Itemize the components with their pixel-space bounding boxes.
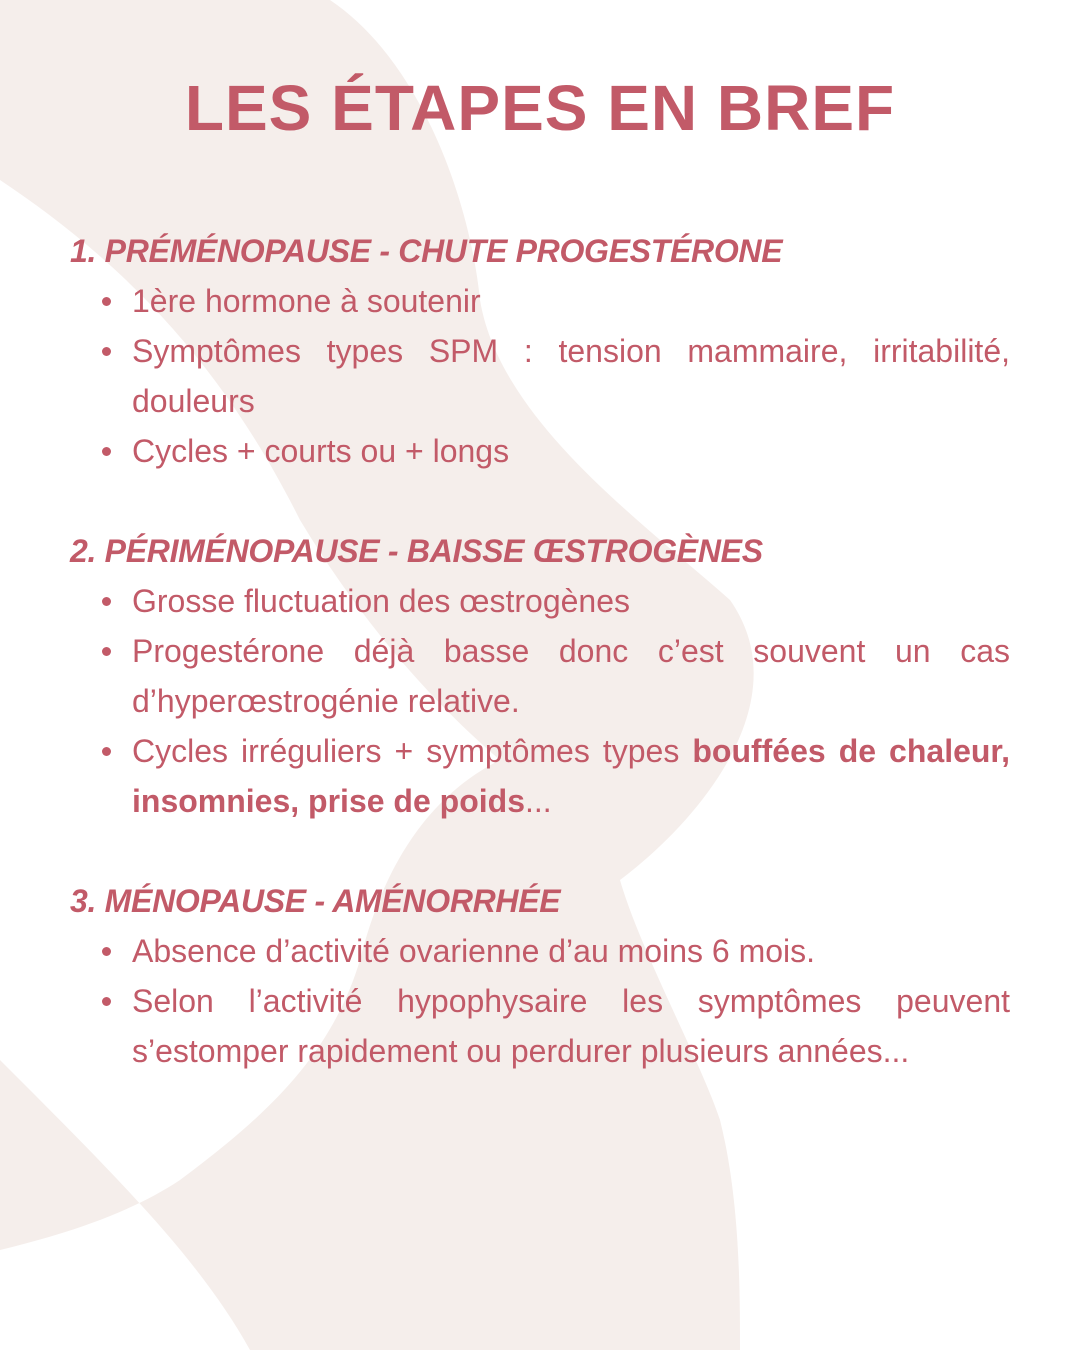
list-item-text: Grosse fluctuation des œstrogènes bbox=[132, 583, 631, 619]
list-item-bold-symptoms: bouffées de chaleur, insomnies, prise de poids bbox=[132, 733, 1011, 819]
list-item bbox=[70, 626, 1010, 726]
section-heading: 3. MÉNOPAUSE - AMÉNORRHÉE bbox=[70, 883, 561, 919]
section-menopause bbox=[70, 876, 1010, 1076]
bullet-list bbox=[70, 576, 1010, 826]
section-heading: 2. PÉRIMÉNOPAUSE - BAISSE ŒSTROGÈNES bbox=[70, 533, 763, 569]
bullet-dot-icon bbox=[102, 647, 111, 656]
section-perimenopause bbox=[70, 526, 1010, 826]
bullet-dot-icon bbox=[102, 297, 111, 306]
bullet-dot-icon bbox=[102, 597, 111, 606]
page-title: LES ÉTAPES EN BREF bbox=[184, 72, 896, 144]
list-item-text-after: ... bbox=[524, 783, 552, 819]
bullet-dot-icon bbox=[102, 947, 111, 956]
list-item-text: Absence d’activité ovarienne d’au moins 6 mois. bbox=[132, 933, 816, 969]
bullet-dot-icon bbox=[102, 747, 111, 756]
list-item-text-before: Cycles irréguliers + symptômes types bbox=[132, 733, 693, 769]
list-item-text: Symptômes types SPM : tension mammaire, irritabilité, douleurs bbox=[132, 333, 1010, 419]
list-item bbox=[70, 926, 1010, 976]
list-item bbox=[70, 276, 1010, 326]
bullet-dot-icon bbox=[102, 997, 111, 1006]
list-item bbox=[70, 426, 1010, 476]
list-item-text: Selon l’activité hypophysaire les symptômes peuvent s’estomper rapidement ou perdurer plusieurs années... bbox=[132, 983, 1010, 1069]
list-item-text: 1ère hormone à soutenir bbox=[132, 283, 481, 319]
section-premenopause bbox=[70, 226, 1010, 476]
list-item bbox=[70, 326, 1010, 426]
bullet-dot-icon bbox=[102, 347, 111, 356]
bullet-dot-icon bbox=[102, 447, 111, 456]
list-item bbox=[70, 976, 1010, 1076]
list-item-text: Cycles + courts ou + longs bbox=[132, 433, 510, 469]
bullet-list bbox=[70, 276, 1010, 476]
bullet-list bbox=[70, 926, 1010, 1076]
list-item bbox=[70, 726, 1010, 826]
list-item bbox=[70, 576, 1010, 626]
list-item-text: Progestérone déjà basse donc c’est souvent un cas d’hyperœstrogénie relative. bbox=[132, 633, 1010, 719]
section-heading: 1. PRÉMÉNOPAUSE - CHUTE PROGESTÉRONE bbox=[70, 233, 783, 269]
